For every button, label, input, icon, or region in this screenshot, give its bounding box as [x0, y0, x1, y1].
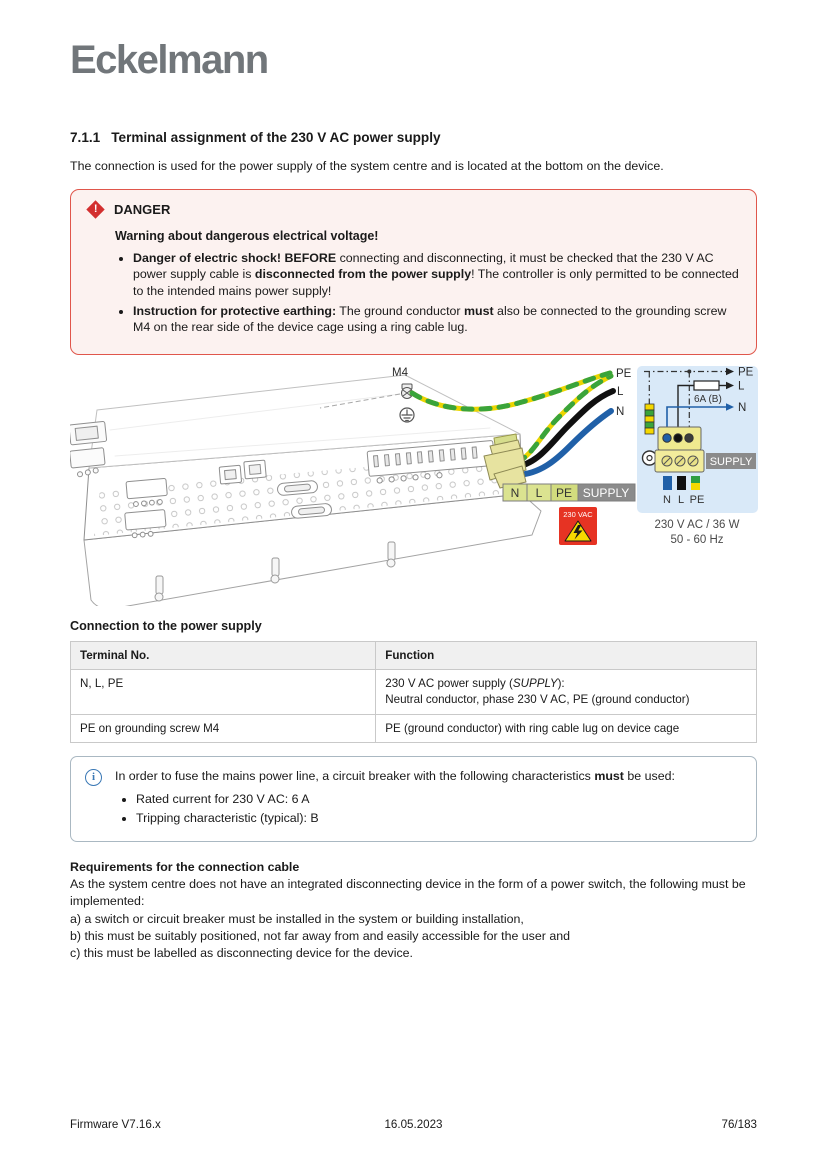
schematic-caption-2: 50 - 60 Hz	[670, 533, 724, 546]
info-bullet: • Tripping characteristic (typical): B	[136, 810, 675, 827]
footer-firmware: Firmware V7.16.x	[70, 1118, 161, 1131]
connection-heading: Connection to the power supply	[70, 618, 262, 633]
danger-bullet: • Instruction for protective earthing: The ground conductor must also be connected to the grounding screw M4 on the rear side of the device cage using a ring cable lug.	[133, 303, 740, 336]
strip-pe: PE	[555, 485, 573, 500]
high-voltage-warning-icon	[559, 507, 597, 545]
schematic-l-label: L	[738, 380, 745, 393]
info-bullet-list	[115, 791, 675, 826]
schematic-caption-1: 230 V AC / 36 W	[654, 518, 740, 531]
danger-bullet: • Danger of electric shock! BEFORE connecting and disconnecting, it must be checked that the 230 V AC power supply cable is disconnected from the power supply! The controller is only permitted to be connected to the intended mains power supply!	[133, 250, 740, 300]
schematic-supply-label: SUPPLY	[709, 455, 753, 468]
eckelmann-logo: Eckelmann	[70, 38, 268, 82]
table-row	[71, 670, 757, 714]
strip-supply: SUPPLY	[582, 485, 630, 500]
danger-diamond-icon: !	[86, 200, 104, 218]
function-cell: 230 V AC power supply (SUPPLY): Neutral conductor, phase 230 V AC, PE (ground conductor)	[376, 670, 757, 714]
requirements-heading: Requirements for the connection cable	[70, 859, 300, 874]
section-title-text: Terminal assignment of the 230 V AC power supply	[111, 130, 441, 145]
schematic-pe-label: PE	[738, 366, 754, 379]
figure-svg	[70, 364, 760, 606]
legend-n: N	[663, 493, 671, 506]
wire-label-l: L	[617, 385, 624, 398]
fuse-rating-label: 6A (B)	[694, 393, 722, 405]
danger-label: DANGER	[114, 201, 171, 217]
wire-label-pe: PE	[616, 367, 632, 380]
m4-label: M4	[392, 366, 408, 379]
supply-terminal-block	[655, 427, 704, 472]
legend-pe: PE	[689, 493, 705, 506]
fuse-symbol	[694, 381, 719, 390]
info-bullet: • Rated current for 230 V AC: 6 A	[136, 791, 675, 808]
section-number: 7.1.1	[70, 130, 101, 145]
intro-paragraph: The connection is used for the power supply of the system centre and is located at the bottom on the device.	[70, 159, 664, 173]
danger-header	[87, 202, 740, 217]
legend-l: L	[677, 493, 685, 506]
danger-box	[70, 189, 757, 355]
terminal-assignment-figure	[70, 364, 757, 606]
schematic-n-label: N	[738, 401, 747, 414]
section-title	[70, 130, 757, 145]
wire-pe-screw	[412, 373, 610, 409]
requirements-section	[70, 859, 757, 963]
table-header-function: Function	[376, 641, 757, 670]
info-box	[70, 756, 757, 841]
strip-n: N	[510, 485, 520, 500]
requirements-line: b) this must be suitably positioned, not far away from and easily accessible for the user and	[70, 928, 571, 943]
footer-date: 16.05.2023	[384, 1118, 443, 1131]
voltage-label: 230 VAC	[563, 509, 593, 519]
wire-label-n: N	[616, 405, 625, 418]
table-header-row	[71, 641, 757, 670]
terminal-cell: N, L, PE	[71, 670, 376, 714]
table-row	[71, 714, 757, 743]
schematic-panel	[637, 366, 758, 546]
danger-subtitle: Warning about dangerous electrical voltage!	[115, 228, 379, 243]
requirements-line: As the system centre does not have an integrated disconnecting device in the form of a power switch, the following must be implemented:	[70, 876, 746, 909]
footer-page-number: 76/183	[721, 1118, 757, 1131]
info-icon: i	[85, 769, 102, 786]
wire-n	[517, 411, 611, 475]
terminal-table	[70, 641, 757, 744]
strip-l: L	[535, 485, 543, 500]
requirements-line: a) a switch or circuit breaker must be installed in the system or building installation,	[70, 911, 524, 926]
info-intro: In order to fuse the mains power line, a circuit breaker with the following characteristics must be used:	[115, 769, 675, 784]
function-cell: PE (ground conductor) with ring cable lug on device cage	[376, 714, 757, 743]
page-footer	[70, 1118, 757, 1131]
terminal-cell: PE on grounding screw M4	[71, 714, 376, 743]
table-header-terminal: Terminal No.	[71, 641, 376, 670]
info-body	[115, 768, 675, 828]
supply-strip-label	[503, 484, 635, 501]
danger-bullet-list	[87, 250, 740, 336]
requirements-line: c) this must be labelled as disconnecting device for the device.	[70, 946, 413, 961]
